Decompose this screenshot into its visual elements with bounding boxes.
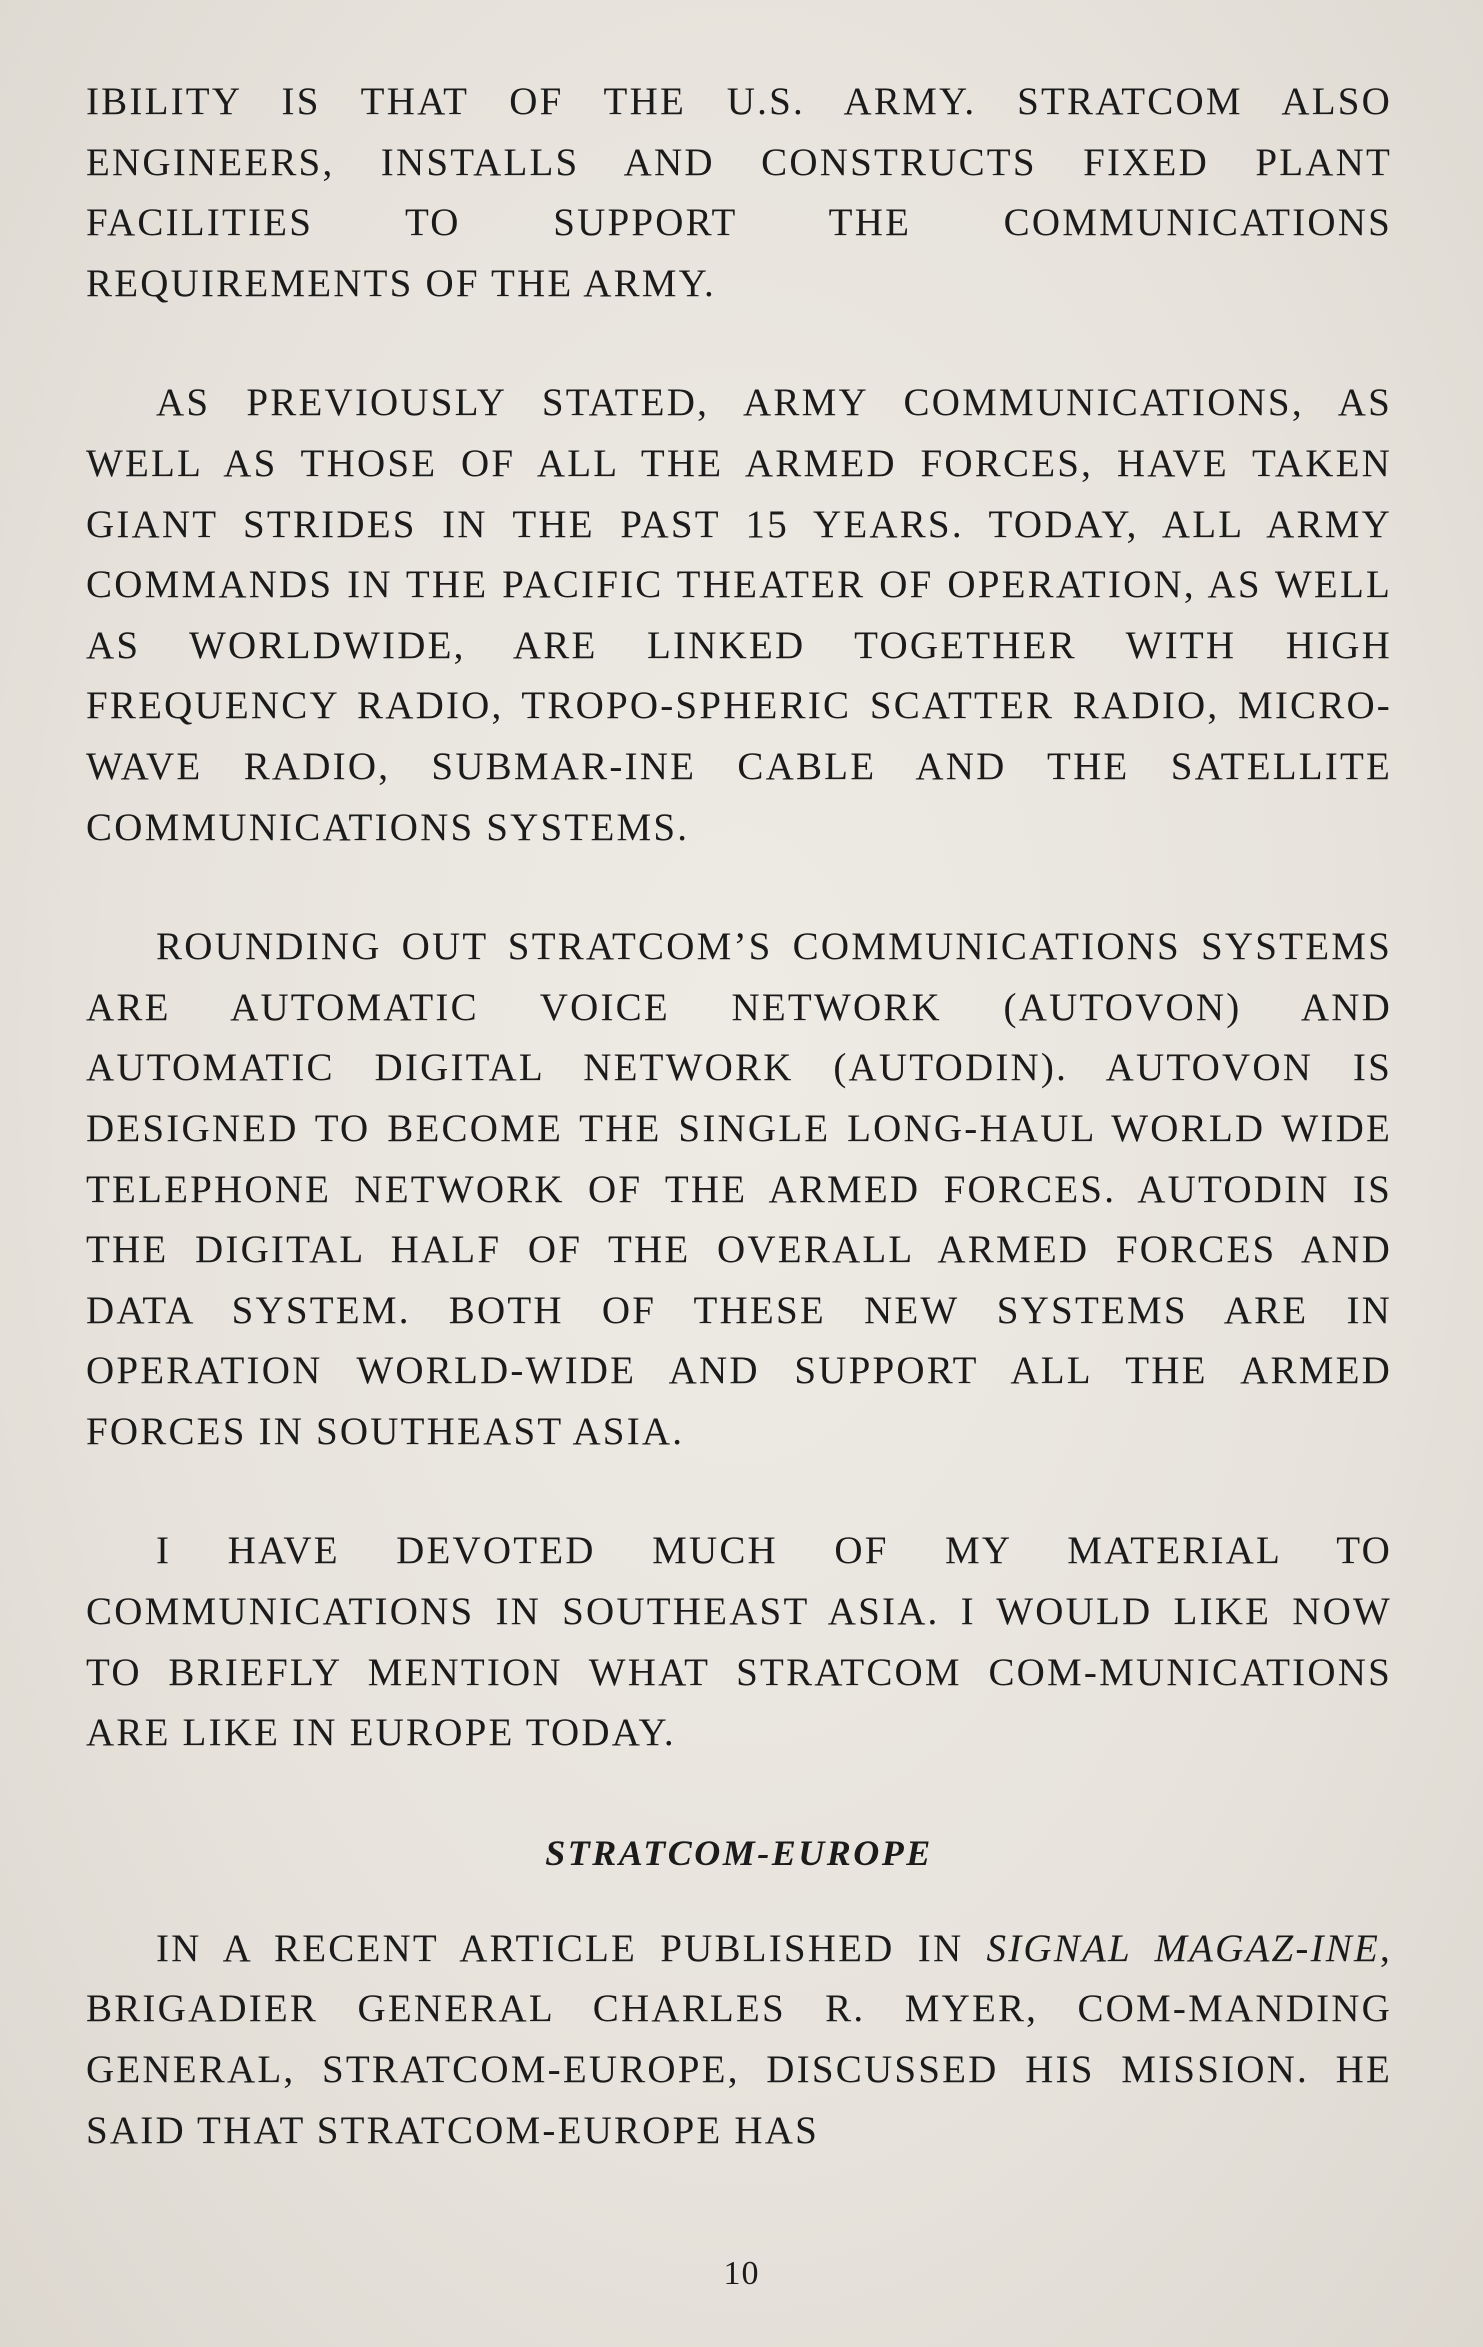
paragraph-signal-magazine [86, 1919, 1392, 2161]
paragraph-army-responsibility: IBILITY IS THAT OF THE U.S. ARMY. STRATCOM ALSO ENGINEERS, INSTALLS AND CONSTRUCTS FIXED PLANT FACILITIES TO SUPPORT THE COMMUNICATIONS REQUIREMENTS OF THE ARMY. [86, 80, 1392, 305]
paragraph-southeast-asia: I HAVE DEVOTED MUCH OF MY MATERIAL TO COMMUNICATIONS IN SOUTHEAST ASIA. I WOULD LIKE NOW TO BRIEFLY MENTION WHAT STRATCOM COM-MUNICATIONS ARE LIKE IN EUROPE TODAY. [86, 1529, 1392, 1755]
publication-title: SIGNAL MAGAZ-INE [986, 1926, 1381, 1970]
section-heading: STRATCOM-EUROPE [545, 1832, 933, 1873]
page-number: 10 [723, 2255, 760, 2292]
paragraph-communications-strides: AS PREVIOUSLY STATED, ARMY COMMUNICATIONS, AS WELL AS THOSE OF ALL THE ARMED FORCES, HAVE TAKEN GIANT STRIDES IN THE PAST 15 YEARS. TODAY, ALL ARMY COMMANDS IN THE PACIFIC THEATER OF OPERATION, AS WELL AS WORLDWIDE, ARE LINKED TOGETHER WITH HIGH FREQUENCY RADIO, TROPO-SPHERIC SCATTER RADIO, MICRO-WAVE RADIO, SUBMAR-INE CABLE AND THE SATELLITE COMMUNICATIONS SYSTEMS. [86, 381, 1392, 849]
paragraph-text-end: , BRIGADIER GENERAL CHARLES R. MYER, COM-MANDING GENERAL, STRATCOM-EUROPE, DISCUSSED HIS MISSION. HE SAID THAT STRATCOM-EUROPE HAS [86, 1926, 1392, 2152]
body-text [86, 72, 1392, 2220]
paragraph-text-start: IN A RECENT ARTICLE PUBLISHED IN [156, 1926, 987, 1970]
paragraph-autovon-autodin: ROUNDING OUT STRATCOM’S COMMUNICATIONS SYSTEMS ARE AUTOMATIC VOICE NETWORK (AUTOVON) AND AUTOMATIC DIGITAL NETWORK (AUTODIN). AUTOVON IS DESIGNED TO BECOME THE SINGLE LONG-HAUL WORLD WIDE TELEPHONE NETWORK OF THE ARMED FORCES. AUTODIN IS THE DIGITAL HALF OF THE OVERALL ARMED FORCES AND DATA SYSTEM. BOTH OF THESE NEW SYSTEMS ARE IN OPERATION WORLD-WIDE AND SUPPORT ALL THE ARMED FORCES IN SOUTHEAST ASIA. [86, 925, 1392, 1453]
